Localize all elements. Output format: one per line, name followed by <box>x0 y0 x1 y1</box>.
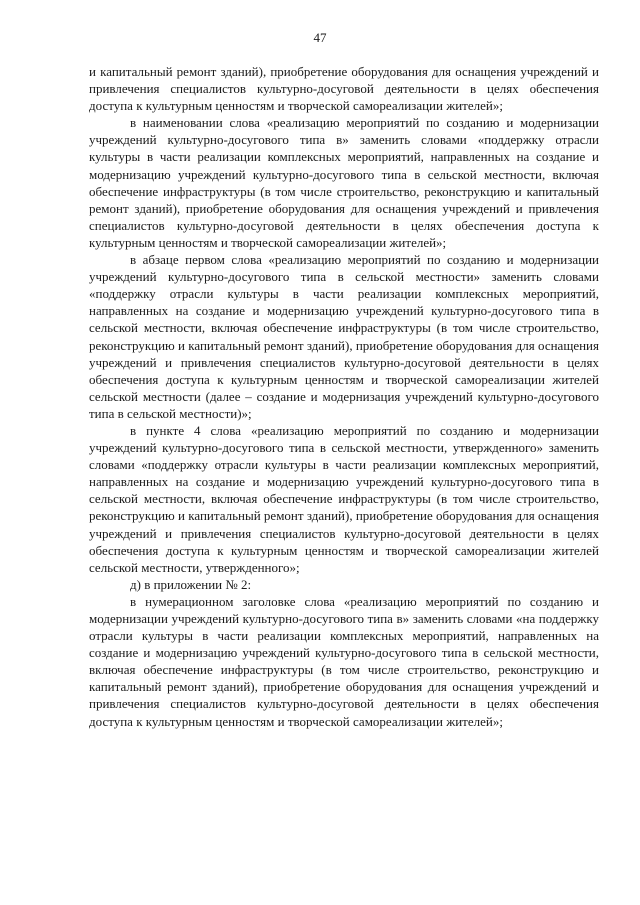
document-body <box>89 63 599 730</box>
paragraph-point-4-amendment: в пункте 4 слова «реализацию мероприятий по созданию и модернизации учреждений культурно-досугового типа в сельской местности, утвержденного» заменить словами «поддержку отрасли культуры в части реализации комплексных мероприятий, направленных на создание и модернизацию учреждений культурно-досугового типа в сельской местности, включая обеспечение инфраструктуры (в том числе строительство, реконструкцию и капитальный ремонт зданий), приобретение оборудования для оснащения учреждений и привлечения специалистов культурно-досуговой деятельности в целях обеспечения доступа к культурным ценностям и творческой самореализации жителей сельской местности, утвержденного»; <box>89 422 599 575</box>
paragraph-numbered-heading-amendment: в нумерационном заголовке слова «реализацию мероприятий по созданию и модернизации учреждений культурно-досугового типа в» заменить словами «на поддержку отрасли культуры в части реализации комплексных мероприятий, направленных на создание и модернизацию учреждений культурно-досугового типа в сельской местности, включая обеспечение инфраструктуры (в том числе строительство, реконструкцию и капитальный ремонт зданий), приобретение оборудования для оснащения учреждений и привлечения специалистов культурно-досуговой деятельности в целях обеспечения доступа к культурным ценностям и творческой самореализации жителей»; <box>89 593 599 729</box>
paragraph-continuation: и капитальный ремонт зданий), приобретение оборудования для оснащения учреждений и привлечения специалистов культурно-досуговой деятельности в целях обеспечения доступа к культурным ценностям и творческой самореализации жителей»; <box>89 64 599 114</box>
page-number: 47 <box>313 30 327 45</box>
paragraph-first-clause-amendment: в абзаце первом слова «реализацию мероприятий по созданию и модернизации учреждений культурно-досугового типа в сельской местности» заменить словами «поддержку отрасли культуры в части реализации комплексных мероприятий, направленных на создание и модернизацию учреждений культурно-досугового типа в сельской местности, включая обеспечение инфраструктуры (в том числе строительство, реконструкцию и капитальный ремонт зданий), приобретение оборудования для оснащения учреждений и привлечения специалистов культурно-досуговой деятельности в целях обеспечения доступа к культурным ценностям и творческой самореализации жителей сельской местности (далее – создание и модернизация учреждений культурно-досугового типа в сельской местности)»; <box>89 252 599 421</box>
paragraph-appendix-2-heading: д) в приложении № 2: <box>130 576 252 592</box>
paragraph-title-amendment: в наименовании слова «реализацию мероприятий по созданию и модернизации учреждений культурно-досугового типа в» заменить словами «поддержку отрасли культуры в части реализации комплексных мероприятий, направленных на создание и модернизацию учреждений культурно-досугового типа в сельской местности, включая обеспечение инфраструктуры (в том числе строительство, реконструкцию и капитальный ремонт зданий), приобретение оборудования для оснащения учреждений и привлечения специалистов культурно-досуговой деятельности в целях обеспечения доступа к культурным ценностям и творческой самореализации жителей»; <box>89 115 599 250</box>
